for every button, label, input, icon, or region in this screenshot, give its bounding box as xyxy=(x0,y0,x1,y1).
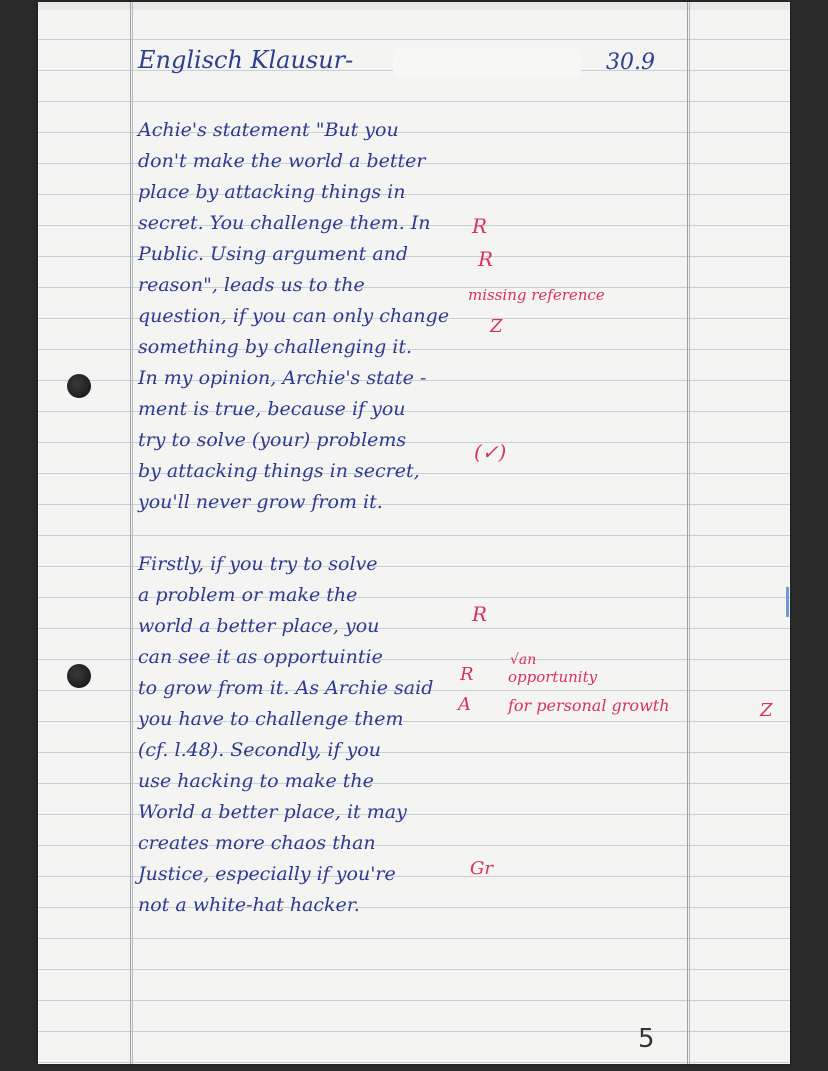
essay-line: reason", leads us to the xyxy=(138,274,365,296)
punch-hole-top xyxy=(67,374,91,398)
essay-line: by attacking things in secret, xyxy=(138,460,420,482)
essay-line: world a better place, you xyxy=(138,615,380,637)
punch-hole-bottom xyxy=(67,664,91,688)
essay-line: don't make the world a better xyxy=(138,150,426,172)
essay-line: you have to challenge them xyxy=(138,708,404,730)
exam-date: 30.9 xyxy=(606,50,655,75)
notebook-page xyxy=(38,2,790,1064)
essay-line: World a better place, it may xyxy=(138,801,407,823)
left-margin-line xyxy=(130,2,131,1064)
page-top-shade xyxy=(38,2,790,10)
page-edge-mark xyxy=(786,587,789,617)
essay-line: you'll never grow from it. xyxy=(138,491,383,513)
correction-mark-a: A xyxy=(458,694,471,715)
essay-line: a problem or make the xyxy=(138,584,358,606)
essay-line: Justice, especially if you're xyxy=(138,863,396,885)
correction-insert-an: √an xyxy=(510,652,537,668)
correction-mark-r: R xyxy=(472,214,488,238)
redacted-name xyxy=(393,48,581,78)
essay-line: to grow from it. As Archie said xyxy=(138,677,434,699)
essay-line: creates more chaos than xyxy=(138,832,376,854)
right-margin-line-inner xyxy=(689,2,690,1064)
correction-personal-growth: for personal growth xyxy=(508,696,670,715)
correction-opportunity: opportunity xyxy=(508,668,598,686)
correction-mark-r: R xyxy=(478,247,494,271)
essay-line: place by attacking things in xyxy=(138,181,406,203)
correction-mark-z: Z xyxy=(490,316,503,337)
essay-line: something by challenging it. xyxy=(138,336,413,358)
essay-line: secret. You challenge them. In xyxy=(138,212,431,234)
essay-line: In my opinion, Archie's state - xyxy=(138,367,427,389)
essay-line: question, if you can only change xyxy=(138,305,450,327)
correction-grammar: Gr xyxy=(470,858,493,879)
essay-line: ment is true, because if you xyxy=(138,398,406,420)
essay-line: not a white-hat hacker. xyxy=(138,894,360,916)
essay-line: Firstly, if you try to solve xyxy=(138,553,378,575)
correction-mark-r: R xyxy=(460,664,474,685)
page-number: 5 xyxy=(638,1024,655,1054)
correction-mark-r: R xyxy=(472,602,488,626)
right-margin-line xyxy=(687,2,688,1064)
exam-title: Englisch Klausur- xyxy=(138,46,354,74)
correction-missing-reference: missing reference xyxy=(468,286,605,304)
essay-line: Public. Using argument and xyxy=(138,243,409,265)
correction-mark-z: Z xyxy=(760,700,773,721)
essay-line: use hacking to make the xyxy=(138,770,374,792)
essay-line: try to solve (your) problems xyxy=(138,429,407,451)
essay-line: can see it as opportuintie xyxy=(138,646,383,668)
left-margin-line-inner xyxy=(132,2,133,1064)
essay-line: (cf. l.48). Secondly, if you xyxy=(138,739,381,761)
essay-line: Achie's statement "But you xyxy=(138,119,399,141)
correction-checkmark: (✓) xyxy=(474,440,507,464)
